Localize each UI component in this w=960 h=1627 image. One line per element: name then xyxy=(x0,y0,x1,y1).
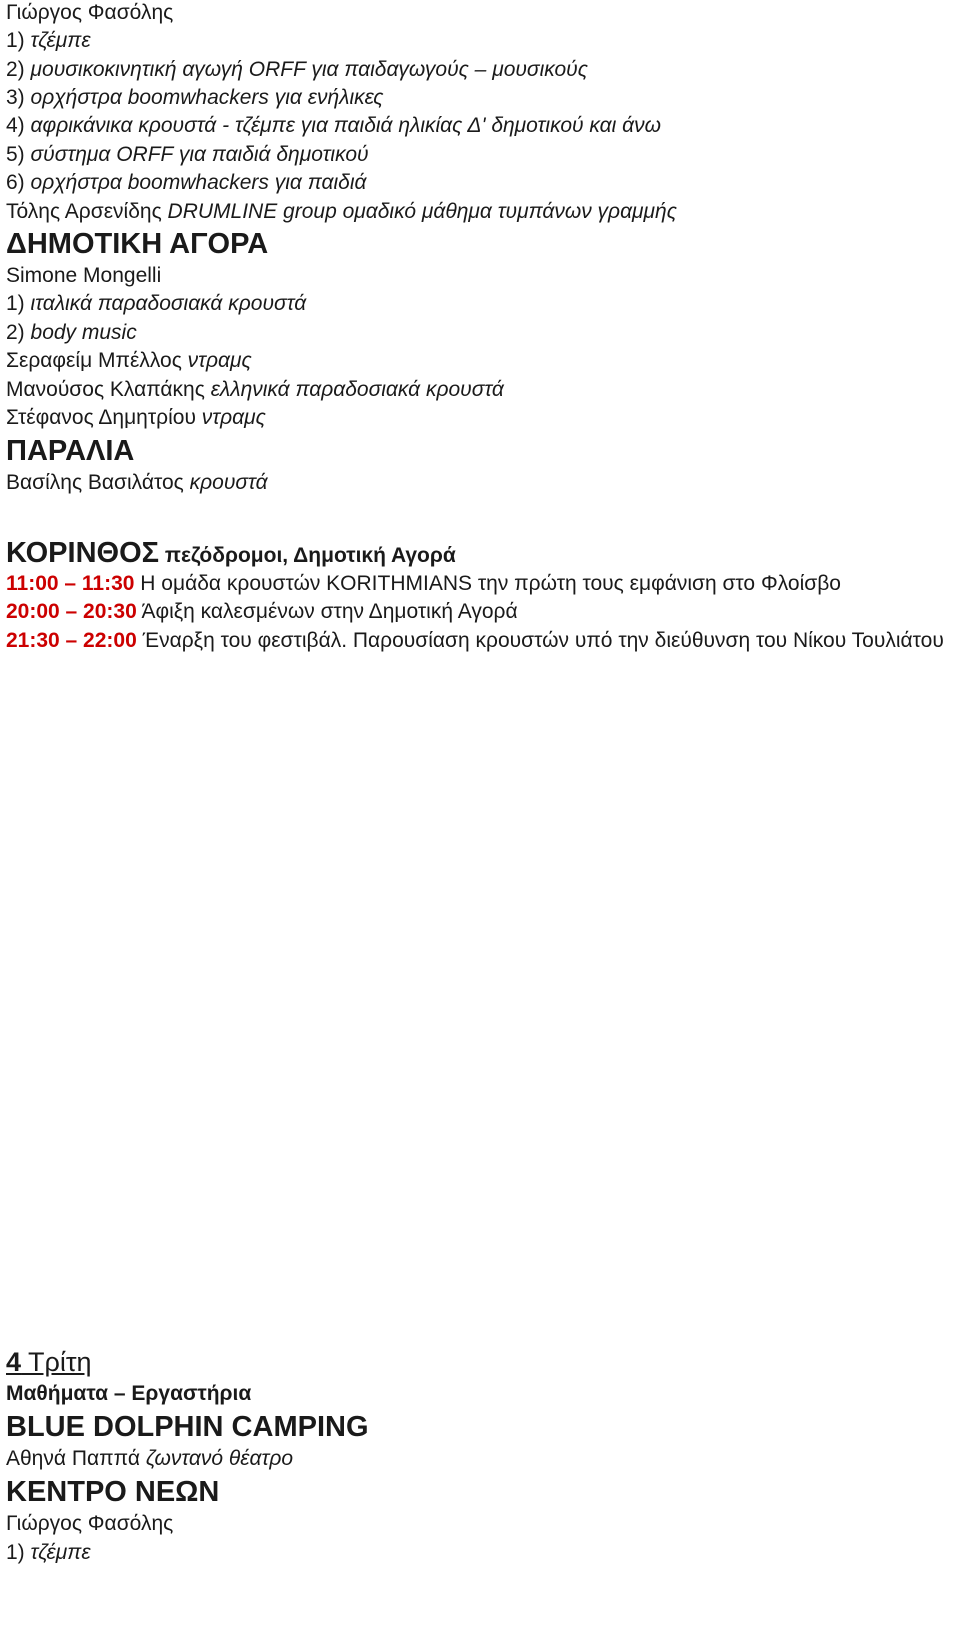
performer-activity: κρουστά xyxy=(189,471,268,494)
item-number: 4) xyxy=(6,114,31,137)
performer-line xyxy=(6,199,677,225)
schedule-time: 20:00 – 20:30 xyxy=(6,600,137,623)
item-text: σύστημα ORFF για παιδιά δημοτικού xyxy=(30,143,369,166)
performer-name: Αθηνά Παππά xyxy=(6,1447,146,1470)
performer-line xyxy=(6,1446,293,1472)
item-text: ιταλικά παραδοσιακά κρουστά xyxy=(30,292,307,315)
schedule-time: 11:00 – 11:30 xyxy=(6,572,135,595)
schedule-text: Άφιξη καλεσμένων στην Δημοτική Αγορά xyxy=(136,600,518,623)
schedule-row xyxy=(6,599,518,625)
list-item xyxy=(6,320,137,346)
item-text: τζέμπε xyxy=(30,29,91,52)
item-text: ορχήστρα boomwhackers για ενήλικες xyxy=(30,86,384,109)
heading-city: ΚΟΡΙΝΘΟΣ xyxy=(6,537,160,569)
performer-activity: DRUMLINE group ομαδικό μάθημα τυμπάνων γραμμής xyxy=(167,200,677,223)
item-number: 6) xyxy=(6,171,31,194)
item-text: ορχήστρα boomwhackers για παιδιά xyxy=(30,171,367,194)
list-item xyxy=(6,142,369,168)
performer-line xyxy=(6,405,266,431)
performer-name: Μανούσος Κλαπάκης xyxy=(6,378,211,401)
item-number: 2) xyxy=(6,321,31,344)
section-heading-korinthos xyxy=(6,536,456,573)
schedule-row xyxy=(6,628,944,654)
day-name: Τρίτη xyxy=(21,1347,92,1377)
performer-line xyxy=(6,470,268,496)
list-item xyxy=(6,291,306,317)
item-number: 2) xyxy=(6,58,31,81)
section-heading-kentro-neon: ΚΕΝΤΡΟ ΝΕΩΝ xyxy=(6,1476,220,1508)
performer-line xyxy=(6,348,252,374)
heading-locations: πεζόδρομοι, Δημοτική Αγορά xyxy=(159,544,456,567)
name-mongelli: Simone Mongelli xyxy=(6,264,162,287)
list-item xyxy=(6,1540,91,1566)
item-text: αφρικάνικα κρουστά - τζέμπε για παιδιά ηλικίας Δ' δημοτικού και άνω xyxy=(30,114,661,137)
performer-name: Τόλης Αρσενίδης xyxy=(6,200,168,223)
performer-activity: ντραμς xyxy=(187,349,252,372)
list-item xyxy=(6,170,366,196)
list-item xyxy=(6,28,91,54)
list-item xyxy=(6,57,588,83)
list-item xyxy=(6,85,384,111)
performer-name: Στέφανος Δημητρίου xyxy=(6,406,202,429)
day-heading xyxy=(6,1345,92,1382)
item-number: 5) xyxy=(6,143,31,166)
section-heading-camping: BLUE DOLPHIN CAMPING xyxy=(6,1411,369,1443)
performer-name: Βασίλης Βασιλάτος xyxy=(6,471,190,494)
schedule-row xyxy=(6,571,841,597)
item-text: body music xyxy=(30,321,137,344)
schedule-text: Έναρξη του φεστιβάλ. Παρουσίαση κρουστών υπό την διεύθυνση του Νίκου Τουλιάτου xyxy=(136,629,944,652)
name-fasolis: Γιώργος Φασόλης xyxy=(6,1512,174,1535)
performer-line xyxy=(6,377,504,403)
name-fasolis: Γιώργος Φασόλης xyxy=(6,1,174,24)
day-subtitle: Μαθήματα – Εργαστήρια xyxy=(6,1382,252,1405)
section-heading-dimotiki-agora: ΔΗΜΟΤΙΚΗ ΑΓΟΡΑ xyxy=(6,228,269,260)
performer-activity: ελληνικά παραδοσιακά κρουστά xyxy=(210,378,504,401)
schedule-time: 21:30 – 22:00 xyxy=(6,629,137,652)
item-number: 1) xyxy=(6,1541,31,1564)
performer-name: Σεραφείμ Μπέλλος xyxy=(6,349,188,372)
item-number: 1) xyxy=(6,29,31,52)
performer-activity: ζωντανό θέατρο xyxy=(145,1447,294,1470)
section-heading-paralia: ΠΑΡΑΛΙΑ xyxy=(6,435,135,467)
item-number: 1) xyxy=(6,292,31,315)
item-text: τζέμπε xyxy=(30,1541,91,1564)
item-text: μουσικοκινητική αγωγή ORFF για παιδαγωγούς – μουσικούς xyxy=(30,58,588,81)
day-number: 4 xyxy=(6,1347,22,1377)
item-number: 3) xyxy=(6,86,31,109)
list-item xyxy=(6,113,661,139)
schedule-text: Η ομάδα κρουστών KORITHMIANS την πρώτη τους εμφάνιση στο Φλοίσβο xyxy=(134,572,841,595)
performer-activity: ντραμς xyxy=(201,406,266,429)
